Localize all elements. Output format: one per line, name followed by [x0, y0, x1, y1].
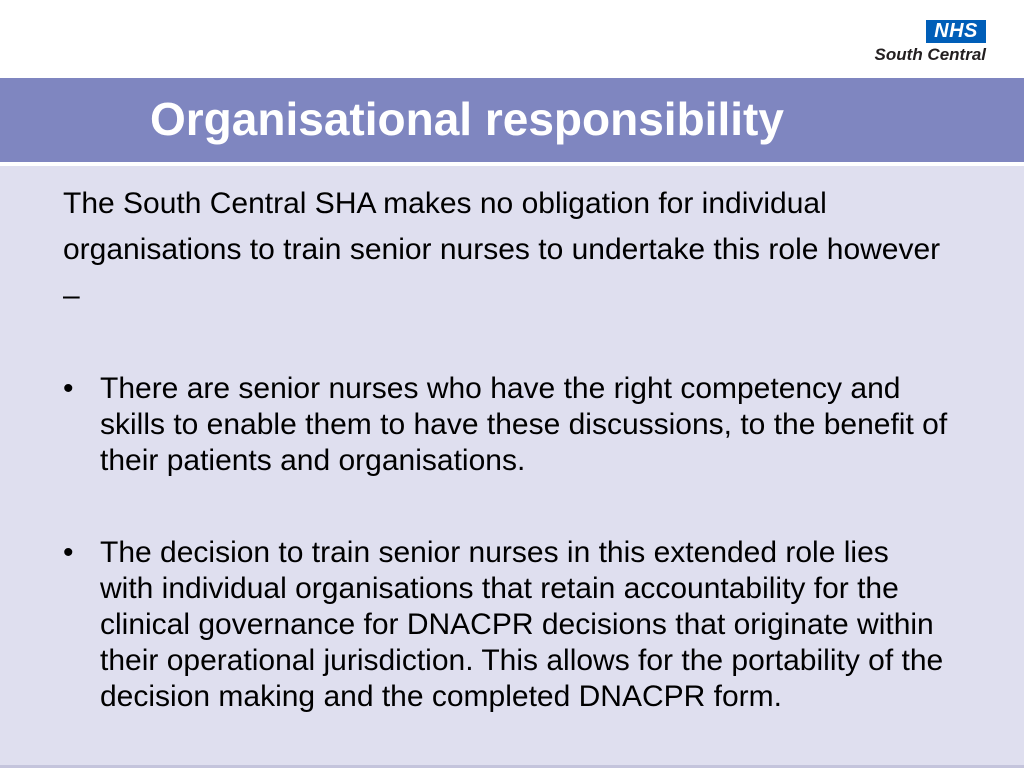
bullet-text: There are senior nurses who have the right competency and skills to enable them to have these discussions, to the benefit of their patients and organisations. — [100, 372, 948, 477]
bullet-text: The decision to train senior nurses in this extended role lies with individual organisations that retain accountability for the clinical governance for DNACPR decisions that originate within their operational jurisdiction. This allows for the portability of the decision making and the completed DNACPR form. — [100, 536, 944, 713]
bullet-item — [63, 371, 950, 479]
bullet-list — [63, 371, 963, 715]
header-band — [0, 0, 1024, 78]
nhs-logo-subtitle: South Central — [874, 45, 986, 64]
slide-body — [63, 181, 963, 715]
slide-title: Organisational responsibility — [150, 93, 784, 145]
nhs-logo-badge: NHS — [926, 20, 986, 43]
bullet-icon: • — [63, 372, 74, 405]
nhs-south-central-logo — [856, 20, 986, 68]
intro-paragraph: The South Central SHA makes no obligation for individual organisations to train senior nurses to undertake this role however – — [63, 187, 941, 312]
bullet-icon: • — [63, 536, 74, 569]
bullet-item — [63, 535, 950, 715]
